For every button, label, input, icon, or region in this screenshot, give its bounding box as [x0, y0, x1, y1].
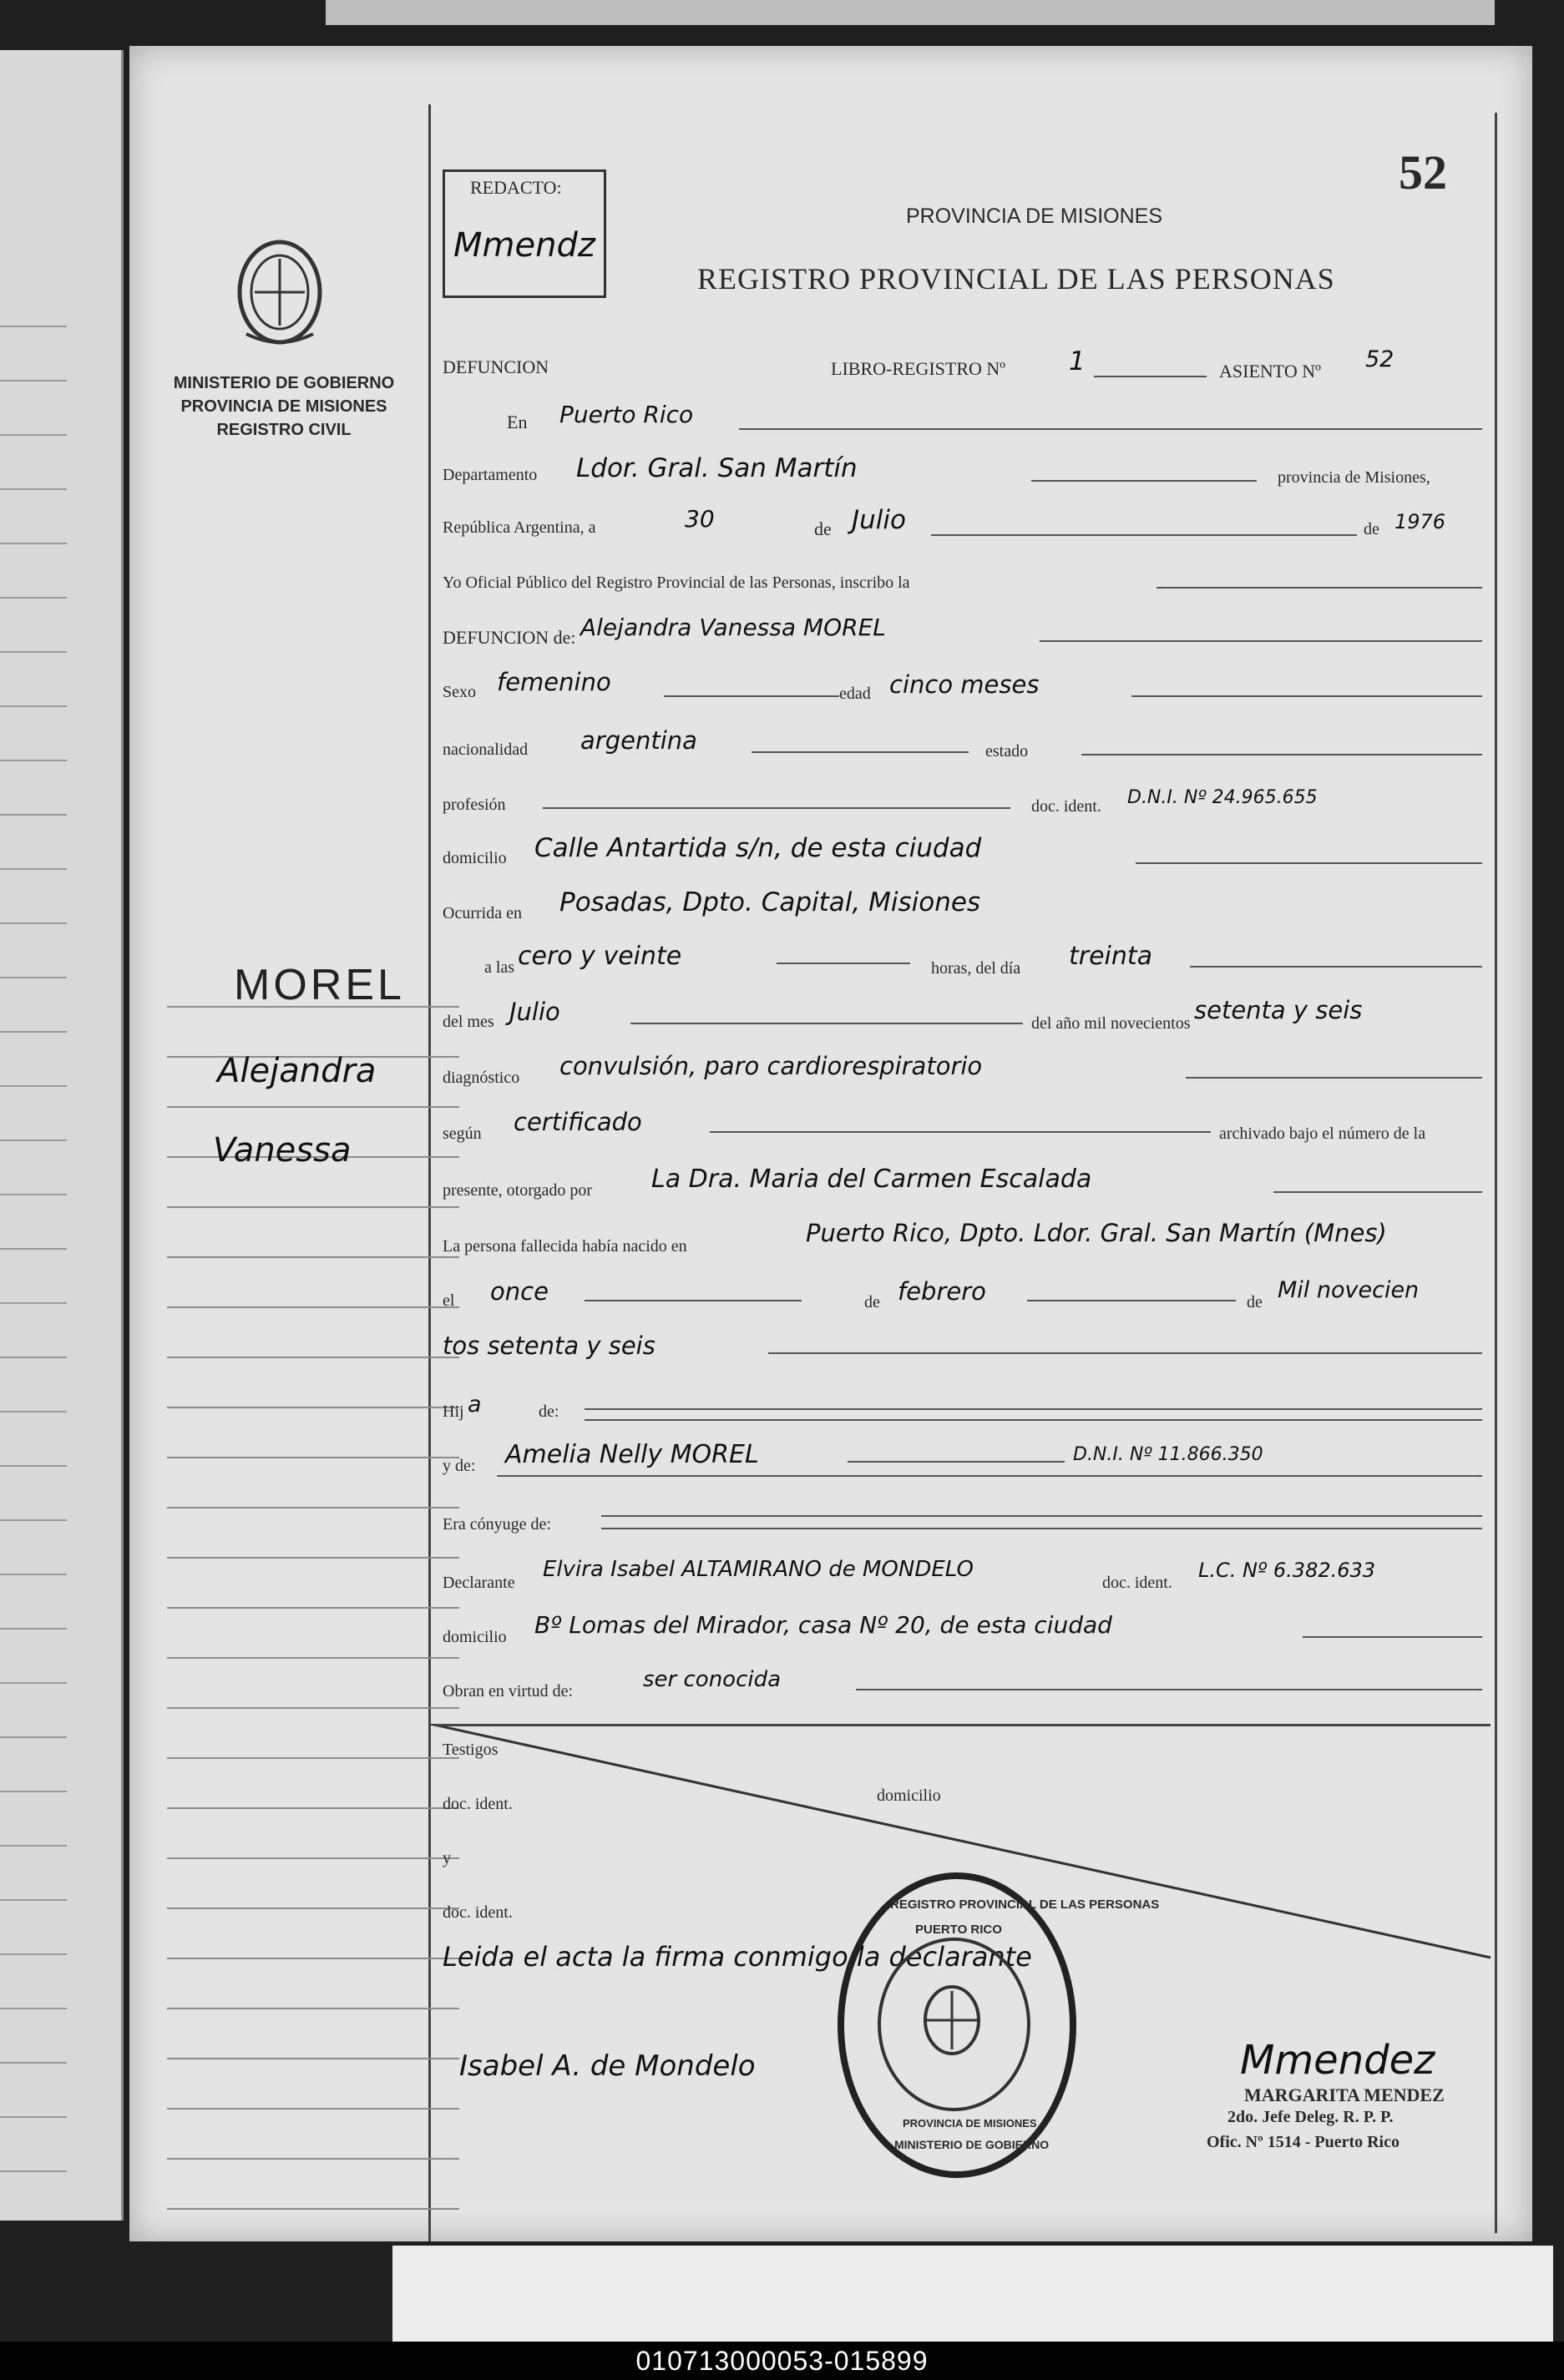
- ruled-line: [0, 1628, 67, 1630]
- decl-doc-label: doc. ident.: [1102, 1574, 1172, 1592]
- ruled-line: [0, 2170, 67, 2172]
- nacido-value: Puerto Rico, Dpto. Ldor. Gral. San Martín (Mnes): [806, 1219, 1387, 1247]
- padre-label: de:: [539, 1402, 559, 1421]
- del-mes-label: del mes: [443, 1013, 494, 1031]
- testigos-label: Testigos: [443, 1741, 499, 1759]
- fill-line: [1131, 695, 1482, 697]
- madre-label: y de:: [443, 1457, 476, 1475]
- asiento-value: 52: [1365, 346, 1394, 372]
- fill-line: [1094, 376, 1207, 377]
- obran-label: Obran en virtud de:: [443, 1682, 574, 1700]
- ruled-line: [0, 1953, 67, 1955]
- edad-value: cinco meses: [889, 670, 1040, 699]
- profesion-label: profesión: [443, 796, 506, 814]
- margin-ruled-line: [167, 1507, 459, 1508]
- ocurrida-value: Posadas, Dpto. Capital, Misiones: [559, 887, 981, 917]
- en-label: En: [507, 412, 528, 432]
- margin-ruled-line: [167, 2158, 459, 2160]
- fill-line: [601, 1515, 1482, 1517]
- ano-value: setenta y seis: [1194, 996, 1363, 1024]
- segun-label: según: [443, 1124, 482, 1143]
- madre-value: Amelia Nelly MOREL: [505, 1440, 759, 1469]
- archivado-label: archivado bajo el número de la: [1219, 1124, 1426, 1143]
- horas-dia-label: horas, del día: [931, 959, 1021, 978]
- libro-value: 1: [1069, 346, 1086, 376]
- fill-line: [1027, 1300, 1236, 1301]
- declarant-signature: Isabel A. de Mondelo: [459, 2049, 756, 2083]
- ruled-line: [0, 1465, 67, 1467]
- margin-second-name: Vanessa: [213, 1131, 352, 1170]
- el-label: el: [443, 1291, 455, 1310]
- margin-ruled-line: [167, 1557, 459, 1559]
- record-type: DEFUNCION: [443, 356, 549, 377]
- seal-bottom-text: MINISTERIO DE GOBIERNO: [894, 2138, 1050, 2151]
- margin-ruled-line: [167, 1607, 459, 1609]
- left-facing-page: [0, 50, 124, 2221]
- de-year-label: de: [1364, 520, 1379, 538]
- scan-id-footer: 010713000053-015899: [0, 2342, 1564, 2380]
- margin-ruled-line: [167, 1357, 459, 1358]
- del-ano-label: del año mil novecientos: [1031, 1014, 1191, 1033]
- dia-value: treinta: [1069, 942, 1153, 971]
- provincia-label: provincia de Misiones,: [1278, 468, 1430, 487]
- otorgado-value: La Dra. Maria del Carmen Escalada: [651, 1165, 1092, 1194]
- fill-line: [1031, 480, 1257, 482]
- asiento-label: ASIENTO Nº: [1219, 361, 1321, 382]
- sexo-value: femenino: [497, 668, 611, 696]
- official-signature: Mmendez: [1240, 2037, 1435, 2084]
- fill-line: [752, 751, 969, 753]
- nac-mes-value: febrero: [898, 1277, 986, 1306]
- declarante-label: Declarante: [443, 1574, 515, 1592]
- ruled-line: [0, 977, 67, 978]
- ruled-line: [0, 543, 67, 544]
- ruled-line: [0, 2062, 67, 2064]
- ministry-line: MINISTERIO DE GOBIERNO: [173, 374, 395, 392]
- official-title: 2do. Jefe Deleg. R. P. P.: [1227, 2108, 1394, 2126]
- fill-line: [585, 1300, 802, 1301]
- ruled-line: [0, 1519, 67, 1521]
- ruled-line: [0, 1682, 67, 1684]
- estado-label: estado: [985, 742, 1029, 760]
- margin-ruled-line: [167, 2008, 459, 2009]
- ruled-line: [0, 597, 67, 599]
- margin-ruled-line: [167, 1256, 459, 1258]
- fill-line: [1186, 1077, 1482, 1079]
- margin-first-name: Alejandra: [217, 1052, 377, 1090]
- ruled-line: [0, 1031, 67, 1033]
- ruled-line: [0, 1411, 67, 1412]
- nac-ano-value-1: Mil novecien: [1278, 1277, 1420, 1303]
- seal-town-text: PUERTO RICO: [915, 1923, 1002, 1937]
- ruled-line: [0, 2116, 67, 2118]
- margin-surname: MOREL: [234, 961, 405, 1009]
- diagnostico-value: convulsión, paro cardiorespiratorio: [559, 1052, 983, 1080]
- conyuge-label: Era cónyuge de:: [443, 1515, 551, 1534]
- province-header: PROVINCIA DE MISIONES: [906, 205, 1163, 228]
- ruled-line: [0, 922, 67, 924]
- ruled-line: [0, 1845, 67, 1847]
- fill-line: [601, 1528, 1482, 1529]
- fill-line: [1190, 966, 1482, 968]
- ruled-line: [0, 868, 67, 870]
- hij-label: Hij: [443, 1402, 464, 1421]
- fill-line: [710, 1131, 1211, 1133]
- ruled-line: [0, 1357, 67, 1358]
- fill-line: [630, 1023, 1023, 1024]
- doc-ident-label: doc. ident.: [1031, 797, 1101, 816]
- ruled-line: [0, 705, 67, 707]
- day-value: 30: [685, 505, 715, 533]
- edad-label: edad: [839, 685, 871, 703]
- official-seal: [838, 1872, 1160, 2178]
- domicilio-value: Calle Antartida s/n, de esta ciudad: [534, 833, 982, 863]
- fill-line: [768, 1352, 1482, 1354]
- ruled-line: [0, 488, 67, 490]
- segun-value: certificado: [514, 1108, 642, 1136]
- nacido-label: La persona fallecida había nacido en: [443, 1237, 687, 1256]
- seal-inner-text: PROVINCIA DE MISIONES: [903, 2117, 1037, 2130]
- fill-line: [543, 807, 1010, 809]
- nacionalidad-value: argentina: [580, 726, 697, 755]
- margin-ruled-line: [167, 1657, 459, 1659]
- ruled-line: [0, 434, 67, 436]
- mes-value: Julio: [509, 998, 560, 1026]
- obran-value: ser conocida: [643, 1667, 782, 1692]
- margin-ruled-line: [167, 1206, 459, 1208]
- margin-ruled-line: [167, 1306, 459, 1308]
- yo-oficial-text: Yo Oficial Público del Registro Provincial de las Personas, inscribo la: [443, 574, 910, 592]
- binding-strip: [392, 2246, 1553, 2342]
- ministry-province-line: PROVINCIA DE MISIONES: [180, 397, 387, 416]
- section-divider: [434, 1724, 1491, 1726]
- ruled-line: [0, 1139, 67, 1141]
- doc-ident-value: D.N.I. Nº 24.965.655: [1127, 787, 1318, 808]
- official-office: Ofic. Nº 1514 - Puerto Rico: [1207, 2133, 1400, 2151]
- ruled-line: [0, 1302, 67, 1304]
- margin-ruled-line: [167, 1908, 459, 1909]
- decl-doc-value: L.C. Nº 6.382.633: [1198, 1559, 1376, 1582]
- diagnostico-label: diagnóstico: [443, 1069, 520, 1087]
- nac-dia-value: once: [490, 1277, 549, 1306]
- fill-line: [497, 1475, 1482, 1477]
- decl-domicilio-value: Bº Lomas del Mirador, casa Nº 20, de esta ciudad: [534, 1611, 1112, 1639]
- ruled-line: [0, 1194, 67, 1195]
- ruled-line: [0, 1085, 67, 1087]
- fill-line: [848, 1461, 1065, 1463]
- a-las-label: a las: [484, 958, 515, 977]
- ruled-line: [0, 2008, 67, 2009]
- fill-line: [585, 1419, 1482, 1421]
- margin-ruled-line: [167, 1707, 459, 1709]
- margin-ruled-line: [167, 1857, 459, 1859]
- libro-label: LIBRO-REGISTRO Nº: [831, 358, 1006, 379]
- ruled-line: [0, 1791, 67, 1792]
- seal-emblem-icon: [914, 1978, 990, 2062]
- test-domicilio-label: domicilio: [877, 1786, 941, 1805]
- deceased-name: Alejandra Vanessa MOREL: [580, 614, 886, 641]
- fill-line: [931, 534, 1357, 536]
- redacto-signature: Mmendz: [453, 226, 595, 265]
- domicilio-label: domicilio: [443, 849, 507, 867]
- ruled-line: [0, 1248, 67, 1250]
- presente-label: presente, otorgado por: [443, 1181, 593, 1200]
- seal-outer-text: REGISTRO PROVINCIAL DE LAS PERSONAS: [890, 1897, 1160, 1912]
- ruled-line: [0, 760, 67, 761]
- margin-ruled-line: [167, 1457, 459, 1458]
- redacto-box: [443, 169, 606, 298]
- death-certificate-page: [129, 46, 1532, 2241]
- test-doc2-label: doc. ident.: [443, 1903, 513, 1922]
- fill-line: [1157, 587, 1482, 589]
- declarante-value: Elvira Isabel ALTAMIRANO de MONDELO: [543, 1557, 974, 1582]
- decl-domicilio-label: domicilio: [443, 1628, 507, 1646]
- fill-line: [1273, 1191, 1482, 1193]
- ruled-line: [0, 380, 67, 382]
- ruled-line: [0, 1899, 67, 1901]
- registry-title: REGISTRO PROVINCIAL DE LAS PERSONAS: [697, 262, 1335, 296]
- ruled-line: [0, 1736, 67, 1738]
- ruled-line: [0, 326, 67, 327]
- nacionalidad-label: nacionalidad: [443, 740, 529, 759]
- coat-of-arms-icon: [230, 234, 330, 351]
- month-value: Julio: [852, 505, 906, 535]
- nac-ano-value-2: tos setenta y seis: [443, 1331, 655, 1360]
- fill-line: [856, 1689, 1482, 1690]
- fill-line: [1303, 1636, 1482, 1638]
- page-number: 52: [1399, 145, 1447, 200]
- ministry-registry-line: REGISTRO CIVIL: [216, 421, 352, 439]
- departamento-label: Departamento: [443, 466, 538, 484]
- fill-line: [664, 695, 839, 697]
- test-doc1-label: doc. ident.: [443, 1795, 513, 1813]
- margin-ruled-line: [167, 2208, 459, 2210]
- fill-line: [585, 1408, 1482, 1410]
- ruled-line: [0, 1574, 67, 1575]
- de-label: de: [814, 518, 832, 539]
- place-value: Puerto Rico: [559, 401, 694, 428]
- hij-suffix: a: [468, 1392, 482, 1417]
- ministry-block: [163, 371, 405, 442]
- margin-ruled-line: [167, 1106, 459, 1108]
- de-ano-label: de: [1247, 1293, 1263, 1311]
- ruled-line: [0, 814, 67, 816]
- seal-inner-ring: [878, 1938, 1030, 2111]
- fill-line: [1136, 862, 1482, 864]
- de-mes-label: de: [864, 1293, 880, 1311]
- redacto-label: REDACTO:: [470, 177, 562, 198]
- sexo-label: Sexo: [443, 683, 476, 701]
- margin-ruled-line: [167, 2108, 459, 2110]
- departamento-value: Ldor. Gral. San Martín: [576, 453, 858, 483]
- year-value: 1976: [1394, 510, 1446, 533]
- next-page-edge: [326, 0, 1495, 25]
- ruled-line: [0, 651, 67, 653]
- fill-line: [739, 428, 1482, 430]
- closing-statement: Leida el acta la firma conmigo la declarante: [443, 1941, 1032, 1973]
- margin-ruled-line: [167, 1757, 459, 1759]
- margin-ruled-line: [167, 1407, 459, 1408]
- fill-line: [1081, 754, 1482, 755]
- margin-ruled-line: [167, 2058, 459, 2059]
- test-y-label: y: [443, 1849, 451, 1867]
- defuncion-de-label: DEFUNCION de:: [443, 627, 576, 648]
- republica-label: República Argentina, a: [443, 518, 596, 537]
- margin-ruled-line: [167, 1807, 459, 1809]
- ocurrida-label: Ocurrida en: [443, 904, 522, 922]
- madre-doc-value: D.N.I. Nº 11.866.350: [1073, 1444, 1263, 1465]
- fill-line: [1040, 640, 1482, 642]
- margin-ruled-line: [167, 1958, 459, 1959]
- fill-line: [777, 963, 910, 964]
- official-name: MARGARITA MENDEZ: [1244, 2084, 1445, 2105]
- hora-value: cero y veinte: [518, 942, 682, 971]
